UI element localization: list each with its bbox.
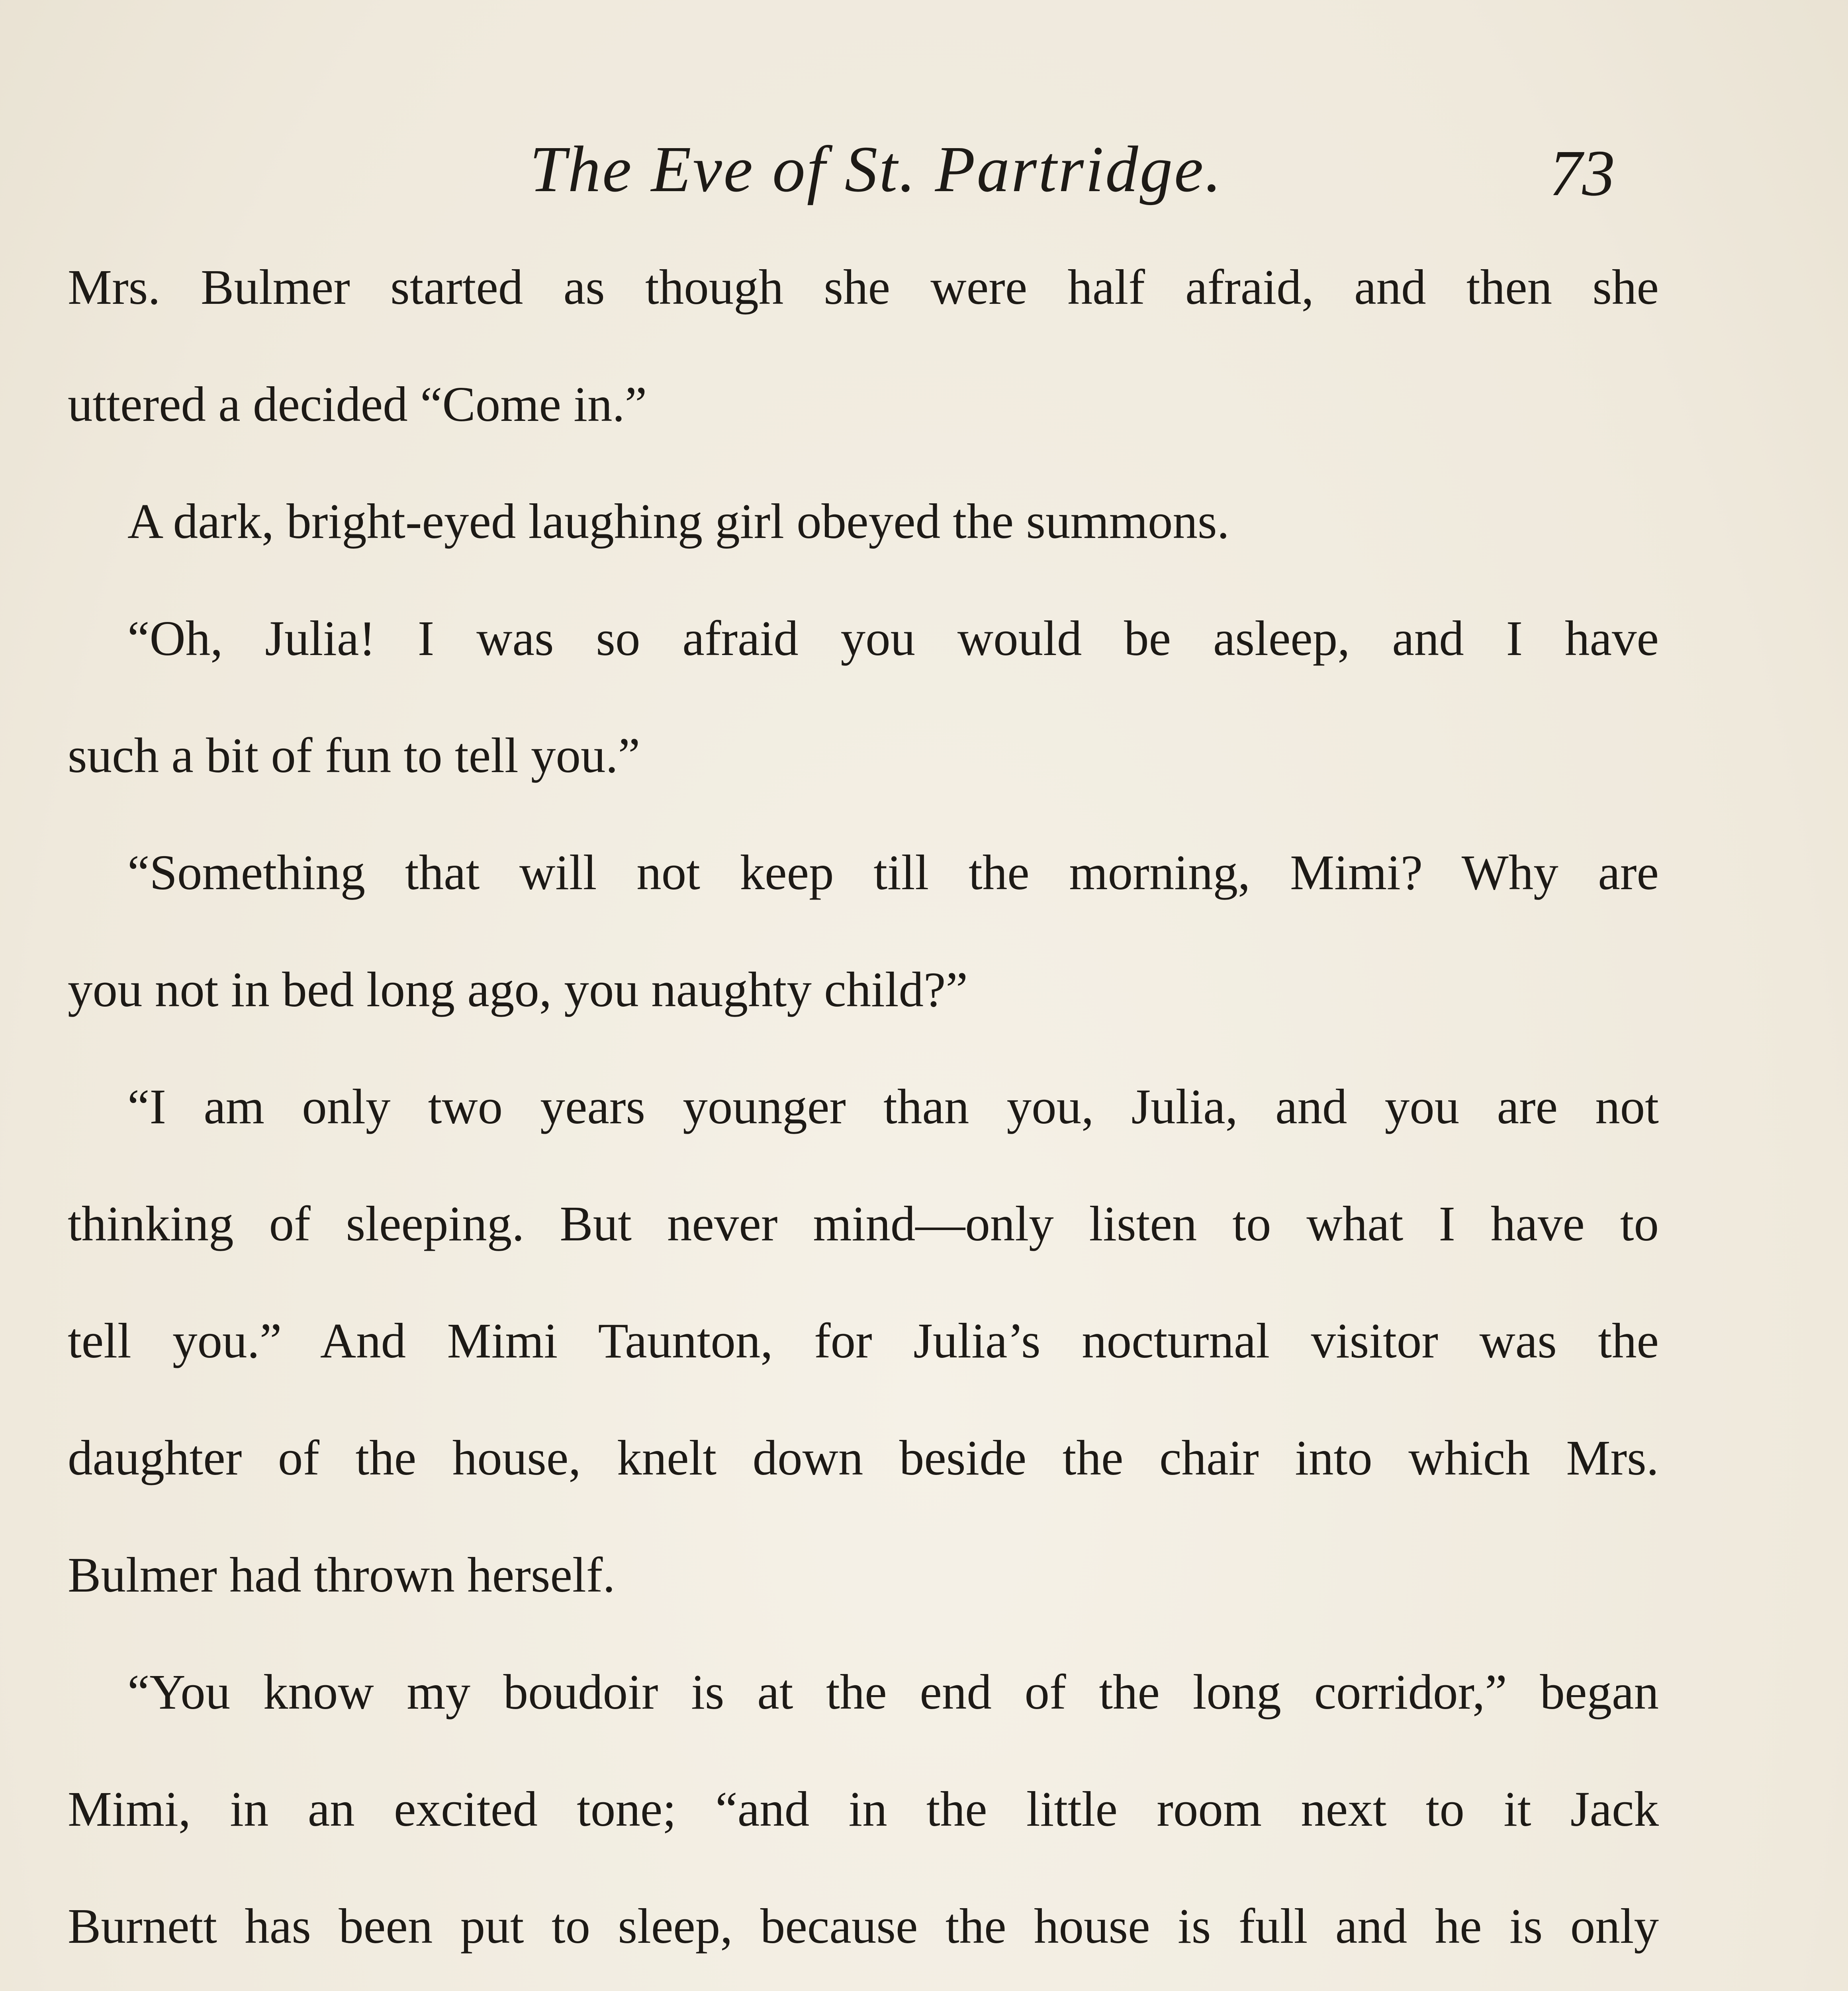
text-line: uttered a decided “Come in.” [68, 377, 647, 432]
text-line: Bulmer had thrown herself. [68, 1548, 615, 1603]
text-line: “I am only two years younger than you, Julia, and you are not [127, 1080, 1659, 1134]
text-line: you not in bed long ago, you naughty child?” [68, 962, 968, 1017]
text-line: A dark, bright-eyed laughing girl obeyed the summons. [127, 494, 1229, 549]
text-line: thinking of sleeping. But never mind—only listen to what I have to [68, 1197, 1659, 1252]
text-line: Mrs. Bulmer started as though she were half afraid, and then she [68, 260, 1659, 315]
text-line: “You know my boudoir is at the end of the long corridor,” began [127, 1665, 1659, 1720]
text-line: tell you.” And Mimi Taunton, for Julia’s nocturnal visitor was the [68, 1314, 1659, 1369]
text-line [68, 1985, 1659, 1991]
text-line: “Oh, Julia! I was so afraid you would be asleep, and I have [127, 611, 1659, 666]
text-line: such a bit of fun to tell you.” [68, 728, 640, 783]
running-title: The Eve of St. Partridge. [530, 133, 1223, 205]
text-line: Burnett has been put to sleep, because the house is full and he is only [68, 1899, 1659, 1954]
page-number: 73 [1549, 137, 1615, 209]
text-line: Mimi, in an excited tone; “and in the little room next to it Jack [68, 1782, 1659, 1837]
text-line: daughter of the house, knelt down beside the chair into which Mrs. [68, 1431, 1659, 1486]
text-line: “Something that will not keep till the morning, Mimi? Why are [127, 845, 1659, 900]
body-text [68, 229, 1659, 1991]
